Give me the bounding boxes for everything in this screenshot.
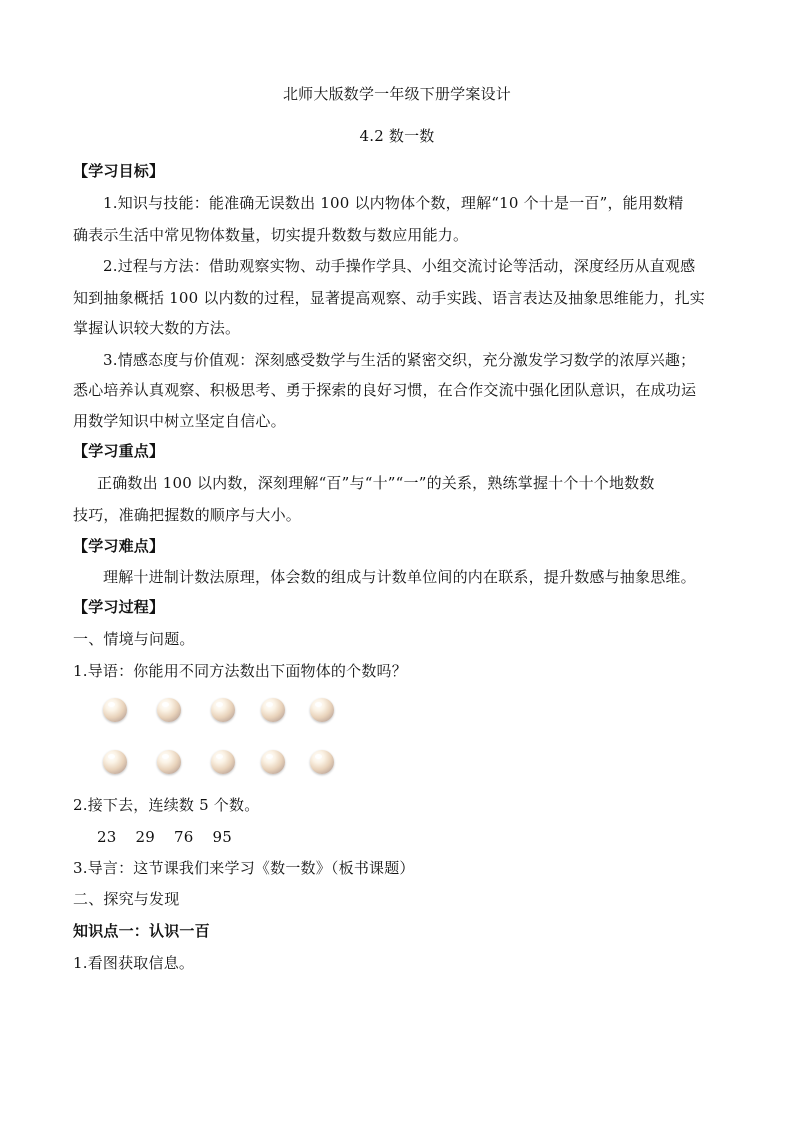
pearl-ball-icon xyxy=(310,750,334,774)
pearl-ball-icon xyxy=(103,750,127,774)
number-item: 23 xyxy=(97,828,117,846)
number-item: 76 xyxy=(174,828,194,846)
pearl-ball-icon xyxy=(211,750,235,774)
number-item: 95 xyxy=(212,828,232,846)
difficulties-heading: 【学习难点】 xyxy=(73,537,165,555)
pearl-ball-icon xyxy=(310,698,334,722)
pearl-ball-icon xyxy=(261,750,285,774)
objective-2-line-1: 2.过程与方法：借助观察实物、动手操作学具、小组交流讨论等活动，深度经历从直观感 xyxy=(103,257,696,275)
process-heading: 【学习过程】 xyxy=(73,598,165,616)
objective-3-line-1: 3.情感态度与价值观：深刻感受数学与生活的紧密交织，充分激发学习数学的浓厚兴趣； xyxy=(103,351,696,369)
objective-3-line-3: 用数学知识中树立坚定自信心。 xyxy=(73,412,286,430)
pearl-ball-icon xyxy=(157,698,181,722)
document-title: 北师大版数学一年级下册学案设计 xyxy=(282,85,511,103)
knowledge-question-1: 1.看图获取信息。 xyxy=(73,954,195,972)
objective-2-line-2: 知到抽象概括 100 以内数的过程，显著提高观察、动手实践、语言表达及抽象思维能力，扎实 xyxy=(73,289,705,307)
number-item: 29 xyxy=(135,828,155,846)
key-points-line-2: 技巧，准确把握数的顺序与大小。 xyxy=(73,506,302,524)
question-1: 1.导语：你能用不同方法数出下面物体的个数吗？ xyxy=(73,662,407,680)
part-one-heading: 一、情境与问题。 xyxy=(73,630,195,648)
objective-2-line-3: 掌握认识较大数的方法。 xyxy=(73,319,241,337)
pearl-ball-icon xyxy=(157,750,181,774)
lesson-subtitle: 4.2 数一数 xyxy=(359,127,435,145)
question-3: 3.导言：这节课我们来学习《数一数》（板书课题） xyxy=(73,859,415,877)
part-two-heading: 二、探究与发现 xyxy=(73,890,180,908)
objective-1-line-2: 确表示生活中常见物体数量，切实提升数数与数应用能力。 xyxy=(73,226,469,244)
number-sequence xyxy=(97,827,251,847)
key-points-heading: 【学习重点】 xyxy=(73,442,165,460)
knowledge-point-1: 知识点一：认识一百 xyxy=(73,922,210,940)
question-2: 2.接下去，连续数 5 个数。 xyxy=(73,796,260,814)
pearl-ball-icon xyxy=(211,698,235,722)
key-points-line-1: 正确数出 100 以内数，深刻理解“百”与“十”“一”的关系，熟练掌握十个十个地数数 xyxy=(97,474,655,492)
objective-3-line-2: 悉心培养认真观察、积极思考、勇于探索的良好习惯，在合作交流中强化团队意识，在成功运 xyxy=(73,381,697,399)
difficulties-line-1: 理解十进制计数法原理，体会数的组成与计数单位间的内在联系，提升数感与抽象思维。 xyxy=(103,568,696,586)
objectives-heading: 【学习目标】 xyxy=(73,162,165,180)
pearl-ball-icon xyxy=(103,698,127,722)
pearl-ball-icon xyxy=(261,698,285,722)
objective-1-line-1: 1.知识与技能：能准确无误数出 100 以内物体个数，理解“10 个十是一百”，能用数精 xyxy=(103,194,684,212)
